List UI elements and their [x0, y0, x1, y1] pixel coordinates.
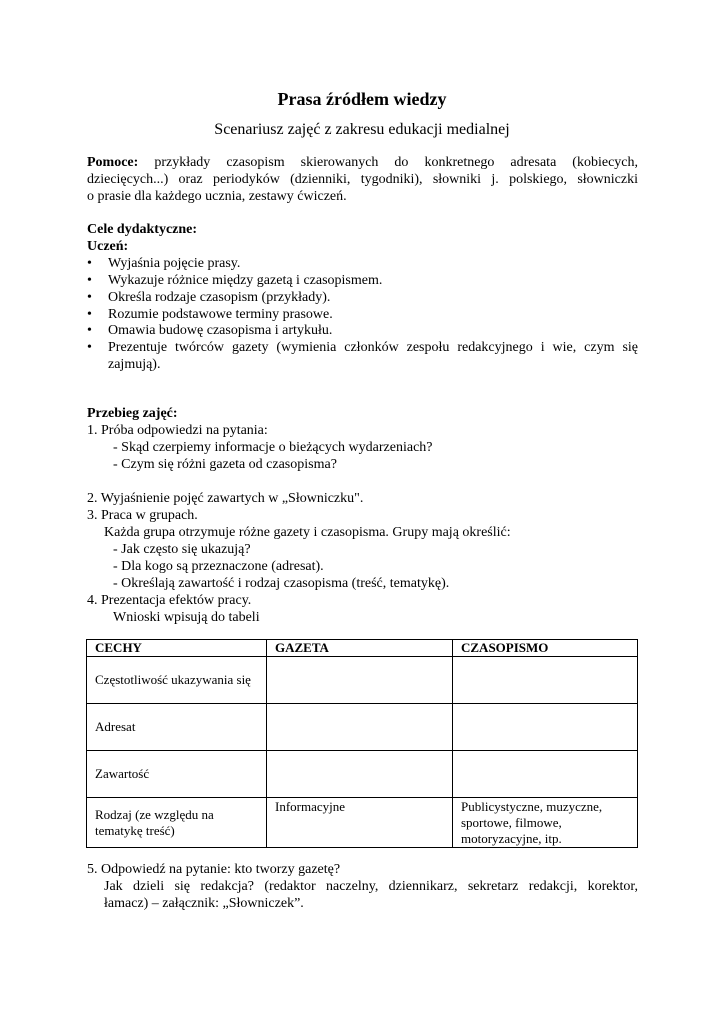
- table-row: [87, 704, 638, 751]
- aids-text-1: przykłady czasopism skierowanych do konkretnego adresata (kobiecych,: [154, 155, 638, 170]
- step-3: 3. Praca w grupach.: [87, 508, 198, 523]
- bullet: •: [87, 307, 92, 322]
- goal-item: [0, 255, 724, 272]
- table-header-cell: CECHY: [87, 640, 267, 657]
- table-cell-feature: [87, 798, 267, 848]
- goal-item: [0, 289, 724, 306]
- bullet: •: [87, 273, 92, 288]
- step-5-line-2: Jak dzieli się redakcja? (redaktor naczelny, dziennikarz, sekretarz redakcji, korektor,: [104, 879, 638, 894]
- bullet: •: [87, 256, 92, 271]
- aids-line-2: dziecięcych...) oraz periodyków (dzienniki, tygodniki), słowniki j. polskiego, słowniczki: [87, 172, 638, 187]
- table-row: [87, 657, 638, 704]
- question-1: - Skąd czerpiemy informacje o bieżących wydarzeniach?: [113, 440, 433, 455]
- goal-item: [0, 322, 724, 339]
- page-title: Prasa źródłem wiedzy: [277, 89, 447, 109]
- table-cell-czasopismo: [453, 704, 638, 751]
- group-task-2: - Dla kogo są przeznaczone (adresat).: [113, 559, 324, 574]
- goal-text: Określa rodzaje czasopism (przykłady).: [108, 290, 331, 305]
- student-label: Uczeń:: [87, 239, 129, 254]
- bullet: •: [87, 340, 92, 355]
- group-task-3: - Określają zawartość i rodzaj czasopisma (treść, tematykę).: [113, 576, 450, 591]
- czasopismo-line: Publicystyczne, muzyczne,: [461, 799, 603, 814]
- table-cell-czasopismo: [453, 798, 638, 848]
- table-row: [87, 798, 638, 848]
- step-5: 5. Odpowiedź na pytanie: kto tworzy gazetę?: [87, 862, 341, 877]
- goals-heading: Cele dydaktyczne:: [87, 222, 198, 237]
- table-header-cell: CZASOPISMO: [453, 640, 638, 657]
- table-cell-czasopismo: [453, 657, 638, 704]
- table-cell-gazeta: [267, 704, 453, 751]
- goal-text: Wyjaśnia pojęcie prasy.: [108, 256, 241, 271]
- table-header-cell: GAZETA: [267, 640, 453, 657]
- czasopismo-line: motoryzacyjne, itp.: [461, 831, 562, 846]
- goal-text: Rozumie podstawowe terminy prasowe.: [108, 307, 333, 322]
- step-3-description: Każda grupa otrzymuje różne gazety i czasopisma. Grupy mają określić:: [104, 525, 511, 540]
- step-5-line-3: łamacz) – załącznik: „Słowniczek”.: [104, 896, 304, 911]
- czasopismo-line: sportowe, filmowe,: [461, 815, 562, 830]
- page-subtitle: Scenariusz zajęć z zakresu edukacji medialnej: [214, 121, 510, 138]
- bullet: •: [87, 290, 92, 305]
- table-cell-gazeta: Informacyjne: [267, 798, 453, 848]
- table-cell-feature: Częstotliwość ukazywania się: [87, 657, 267, 704]
- group-task-1: - Jak często się ukazują?: [113, 542, 251, 557]
- table-cell-feature: Zawartość: [87, 751, 267, 798]
- step-1: 1. Próba odpowiedzi na pytania:: [87, 423, 268, 438]
- aids-label: Pomoce:: [87, 155, 139, 170]
- aids-line-3: o prasie dla każdego ucznia, zestawy ćwiczeń.: [87, 189, 347, 204]
- aids-line-1: [87, 154, 638, 171]
- goal-item: [0, 339, 724, 356]
- feature-line: tematykę treść): [95, 822, 175, 838]
- goal-text: Prezentuje twórców gazety (wymienia członków zespołu redakcyjnego i wie, czym się: [108, 340, 638, 355]
- table-cell-czasopismo: [453, 751, 638, 798]
- goal-text-continuation: zajmują).: [108, 357, 161, 372]
- features-table: [86, 639, 638, 848]
- question-2: - Czym się różni gazeta od czasopisma?: [113, 457, 337, 472]
- bullet: •: [87, 323, 92, 338]
- table-cell-gazeta: [267, 657, 453, 704]
- course-heading: Przebieg zajęć:: [87, 406, 178, 421]
- goal-text: Wykazuje różnice między gazetą i czasopismem.: [108, 273, 383, 288]
- step-2: 2. Wyjaśnienie pojęć zawartych w „Słowniczku".: [87, 491, 364, 506]
- step-4: 4. Prezentacja efektów pracy.: [87, 593, 252, 608]
- goal-item: [0, 272, 724, 289]
- feature-line: Rodzaj (ze względu na: [95, 806, 214, 822]
- goal-text: Omawia budowę czasopisma i artykułu.: [108, 323, 333, 338]
- table-row: [87, 751, 638, 798]
- table-cell-gazeta: [267, 751, 453, 798]
- step-4-description: Wnioski wpisują do tabeli: [113, 610, 260, 625]
- goal-item: [0, 306, 724, 323]
- table-cell-feature: Adresat: [87, 704, 267, 751]
- table-header-row: [87, 640, 638, 657]
